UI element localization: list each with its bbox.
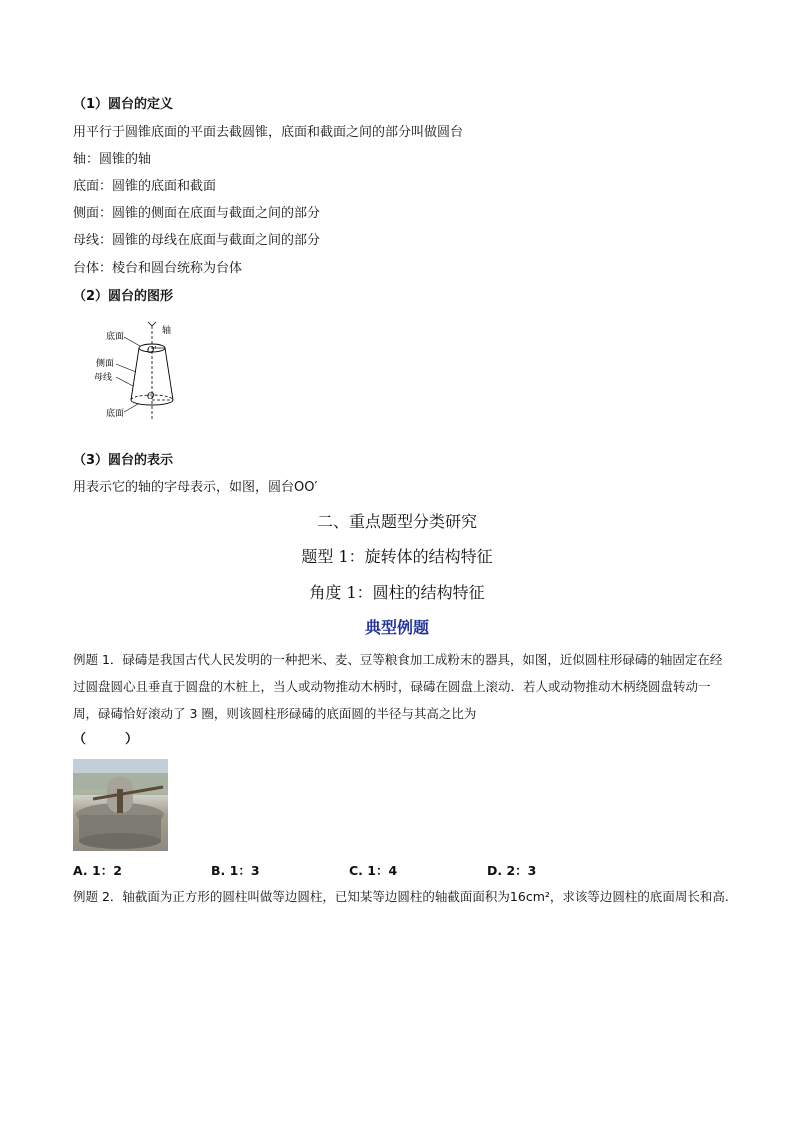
definition-axis: 轴：圆锥的轴 bbox=[73, 152, 152, 167]
figure-label-top-base: 底面 bbox=[106, 332, 125, 342]
notation-text: 用表示它的轴的字母表示，如图，圆台OO′ bbox=[73, 480, 318, 495]
choice-d: D. 2：3 bbox=[487, 863, 537, 878]
example1-text: 例题 1．碌碡是我国古代人民发明的一种把米、麦、豆等粮食加工成粉末的器具，如图，近似圆柱形碌碡的轴固定在经过圆盘圆心且垂直于圆盘的木桩上，当人或动物推动木柄时，碌碡在圆盘上滚动．若人或动物推动木柄绕圆盘转动一周，碌碡恰好滚动了 3 圈，则该圆柱形碌碡的底面圆的半径与其高之比为 bbox=[73, 652, 723, 721]
definition-generatrix: 母线：圆锥的母线在底面与截面之间的部分 bbox=[73, 233, 321, 248]
figure-label-lateral: 侧面 bbox=[96, 359, 115, 369]
definition-lateral: 侧面：圆锥的侧面在底面与截面之间的部分 bbox=[73, 206, 321, 221]
example1-answer-blank: （ ） bbox=[73, 732, 139, 747]
definition-base: 底面：圆锥的底面和截面 bbox=[73, 179, 217, 194]
choice-b: B. 1：3 bbox=[211, 863, 260, 878]
example2-text: 例题 2．轴截面为正方形的圆柱叫做等边圆柱，已知某等边圆柱的轴截面面积为16cm²，求该等边圆柱的底面周长和高. bbox=[73, 889, 729, 904]
figure-label-generatrix: 母线 bbox=[94, 373, 113, 383]
stone-roller-photo bbox=[73, 759, 168, 851]
type-heading: 题型 1：旋转体的结构特征 bbox=[301, 547, 493, 566]
definition-line: 用平行于圆锥底面的平面去截圆锥，底面和截面之间的部分叫做圆台 bbox=[73, 125, 464, 140]
section-heading-definition: （1）圆台的定义 bbox=[73, 97, 174, 112]
examples-heading: 典型例题 bbox=[364, 618, 429, 637]
choice-a: A. 1：2 bbox=[73, 863, 122, 878]
figure-label-top-center: O' bbox=[147, 346, 157, 356]
definition-frustum: 台体：棱台和圆台统称为台体 bbox=[73, 261, 243, 276]
figure-label-bottom-center: O bbox=[147, 392, 155, 402]
figure-label-axis: 轴 bbox=[162, 326, 172, 336]
figure-label-bottom-base: 底面 bbox=[106, 409, 125, 419]
frustum-figure bbox=[90, 320, 200, 425]
section-heading-notation: （3）圆台的表示 bbox=[73, 453, 174, 468]
section-heading-figure: （2）圆台的图形 bbox=[73, 289, 174, 304]
angle-heading: 角度 1：圆柱的结构特征 bbox=[309, 583, 485, 602]
choice-c: C. 1：4 bbox=[349, 863, 398, 878]
part-heading: 二、重点题型分类研究 bbox=[316, 512, 477, 531]
